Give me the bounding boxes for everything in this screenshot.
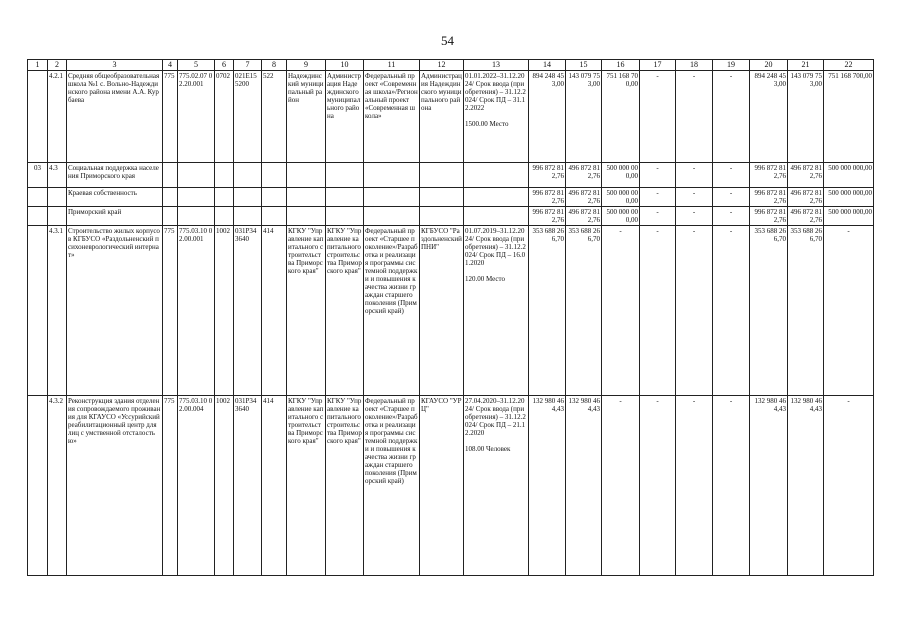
cell-location: КГКУ "Управление капитального строительства Приморского края" bbox=[287, 226, 326, 396]
column-header: 1 bbox=[28, 60, 48, 71]
column-header: 10 bbox=[326, 60, 364, 71]
cell-total-2024: 996 872 812,76 bbox=[750, 207, 788, 226]
capacity-text: 108.00 Человек bbox=[465, 445, 511, 453]
cell-target-article: 031Р34 3640 bbox=[234, 396, 262, 576]
cell-total-2024: 996 872 812,76 bbox=[750, 163, 788, 188]
column-header: 19 bbox=[713, 60, 750, 71]
cell-expense-type: 414 bbox=[262, 396, 287, 576]
cell-value: - bbox=[676, 396, 713, 576]
column-header: 2 bbox=[48, 60, 67, 71]
terms-text: 01.07.2019–31.12.2024/ Срок ввода (приобретения) – 31.12.2024/ Срок ПД – 16.01.2020 bbox=[465, 227, 526, 267]
cell-value: - bbox=[640, 71, 676, 163]
cell-federal-2024: - bbox=[824, 396, 874, 576]
column-header: 15 bbox=[566, 60, 602, 71]
capacity-text: 1500.00 Место bbox=[465, 120, 509, 128]
cell-item-number: 4.3.1 bbox=[48, 226, 67, 396]
table-row bbox=[28, 163, 874, 188]
cell-federal: 500 000 000,00 bbox=[602, 207, 640, 226]
column-header: 11 bbox=[364, 60, 420, 71]
cell-regional-2024: 143 079 753,00 bbox=[788, 71, 824, 163]
cell-section: 03 bbox=[28, 163, 48, 188]
cell-value: - bbox=[713, 71, 750, 163]
cell-program-code: 775.03.10 02.00.004 bbox=[178, 396, 215, 576]
cell-section bbox=[28, 71, 48, 163]
page-number: 54 bbox=[441, 33, 454, 48]
cell-section-code: 1002 bbox=[215, 396, 234, 576]
cell-total-2024: 132 980 464,43 bbox=[750, 396, 788, 576]
cell-value: - bbox=[713, 396, 750, 576]
cell-grbs: 775 bbox=[163, 71, 178, 163]
cell-customer: КГКУ "Управление капитального строительства Приморского края" bbox=[326, 396, 364, 576]
cell-federal-2024: 500 000 000,00 bbox=[824, 188, 874, 207]
cell-value: - bbox=[640, 226, 676, 396]
cell-target-article: 021Е15 5200 bbox=[234, 71, 262, 163]
column-header: 6 bbox=[215, 60, 234, 71]
cell-expense-type: 414 bbox=[262, 226, 287, 396]
cell-project: Федеральный проект «Старшее поколение»/Разработка и реализация программы системной поддержки и повышения качества жизни граждан старшего поколения (Приморский край) bbox=[364, 396, 420, 576]
cell-regional-2024: 132 980 464,43 bbox=[788, 396, 824, 576]
column-header: 20 bbox=[750, 60, 788, 71]
column-header: 4 bbox=[163, 60, 178, 71]
cell-value: - bbox=[676, 163, 713, 188]
cell-expense-type: 522 bbox=[262, 71, 287, 163]
cell-project: Федеральный проект «Современная школа»/Региональный проект «Современная школа» bbox=[364, 71, 420, 163]
column-header: 3 bbox=[67, 60, 163, 71]
cell-regional: 353 688 266,70 bbox=[566, 226, 602, 396]
cell-regional-2024: 496 872 812,76 bbox=[788, 207, 824, 226]
column-header: 9 bbox=[287, 60, 326, 71]
cell-object-name: Строительство жилых корпусов КГБУСО «Раздольненский психоневрологический интернат» bbox=[67, 226, 163, 396]
cell-recipient: КГБУСО "Раздольненский ПНИ" bbox=[420, 226, 464, 396]
cell-federal: 500 000 000,00 bbox=[602, 188, 640, 207]
cell-item-number: 4.3 bbox=[48, 163, 67, 188]
column-header: 5 bbox=[178, 60, 215, 71]
cell-value: - bbox=[640, 163, 676, 188]
cell-item-number: 4.2.1 bbox=[48, 71, 67, 163]
cell-total: 894 248 453,00 bbox=[529, 71, 566, 163]
cell-federal-2024: - bbox=[824, 226, 874, 396]
header-row bbox=[28, 60, 874, 71]
cell-value: - bbox=[640, 207, 676, 226]
cell-customer: Администрация Надеждинского муниципального района bbox=[326, 71, 364, 163]
table-row bbox=[28, 207, 874, 226]
cell-value: - bbox=[676, 207, 713, 226]
table-row bbox=[28, 226, 874, 396]
column-header: 7 bbox=[234, 60, 262, 71]
cell-recipient: Администрация Надеждинского муниципального района bbox=[420, 71, 464, 163]
cell-object-name: Социальная поддержка населения Приморского края bbox=[67, 163, 163, 188]
cell-federal-2024: 500 000 000,00 bbox=[824, 207, 874, 226]
cell-section-code: 1002 bbox=[215, 226, 234, 396]
cell-target-article: 031Р34 3640 bbox=[234, 226, 262, 396]
column-header: 13 bbox=[464, 60, 529, 71]
cell-location: Надеждинский муниципальный район bbox=[287, 71, 326, 163]
cell-total: 353 688 266,70 bbox=[529, 226, 566, 396]
cell-total: 996 872 812,76 bbox=[529, 207, 566, 226]
cell-value: - bbox=[713, 207, 750, 226]
budget-table bbox=[27, 59, 874, 576]
column-header: 18 bbox=[676, 60, 713, 71]
column-header: 21 bbox=[788, 60, 824, 71]
cell-federal: - bbox=[602, 226, 640, 396]
cell-program-code: 775.02.07 02.20.001 bbox=[178, 71, 215, 163]
cell-terms bbox=[464, 226, 529, 396]
table-row bbox=[28, 188, 874, 207]
column-header: 12 bbox=[420, 60, 464, 71]
cell-total-2024: 894 248 453,00 bbox=[750, 71, 788, 163]
cell-regional-2024: 496 872 812,76 bbox=[788, 163, 824, 188]
cell-total-2024: 996 872 812,76 bbox=[750, 188, 788, 207]
cell-recipient: КГАУСО "УРЦ" bbox=[420, 396, 464, 576]
cell-federal: 500 000 000,00 bbox=[602, 163, 640, 188]
cell-value: - bbox=[676, 71, 713, 163]
cell-federal-2024: 500 000 000,00 bbox=[824, 163, 874, 188]
cell-item-number: 4.3.2 bbox=[48, 396, 67, 576]
cell-value: - bbox=[640, 396, 676, 576]
cell-total: 996 872 812,76 bbox=[529, 188, 566, 207]
cell-total-2024: 353 688 266,70 bbox=[750, 226, 788, 396]
cell-value: - bbox=[713, 226, 750, 396]
cell-federal-2024: 751 168 700,00 bbox=[824, 71, 874, 163]
cell-total: 132 980 464,43 bbox=[529, 396, 566, 576]
cell-project: Федеральный проект «Старшее поколение»/Разработка и реализация программы системной поддержки и повышения качества жизни граждан старшего поколения (Приморский край) bbox=[364, 226, 420, 396]
cell-object-name: Краевая собственность bbox=[67, 188, 163, 207]
column-header: 14 bbox=[529, 60, 566, 71]
cell-value: - bbox=[640, 188, 676, 207]
cell-regional: 496 872 812,76 bbox=[566, 188, 602, 207]
cell-regional-2024: 353 688 266,70 bbox=[788, 226, 824, 396]
cell-terms bbox=[464, 396, 529, 576]
cell-value: - bbox=[676, 188, 713, 207]
cell-location: КГКУ "Управление капитального строительства Приморского края" bbox=[287, 396, 326, 576]
cell-regional: 143 079 753,00 bbox=[566, 71, 602, 163]
cell-total: 996 872 812,76 bbox=[529, 163, 566, 188]
cell-regional: 496 872 812,76 bbox=[566, 207, 602, 226]
cell-federal: - bbox=[602, 396, 640, 576]
cell-object-name: Реконструкция здания отделения сопровождаемого проживания для КГАУСО «Уссурийский реабилитационный центр для лиц с умственной отсталостью» bbox=[67, 396, 163, 576]
cell-regional-2024: 496 872 812,76 bbox=[788, 188, 824, 207]
cell-object-name: Средняя общеобразовательная школа №1 с. Вольно-Надеждинского района имени А.А. Курбаева bbox=[67, 71, 163, 163]
cell-regional: 496 872 812,76 bbox=[566, 163, 602, 188]
column-header: 17 bbox=[640, 60, 676, 71]
column-header: 16 bbox=[602, 60, 640, 71]
cell-program-code: 775.03.10 02.00.001 bbox=[178, 226, 215, 396]
capacity-text: 120.00 Место bbox=[465, 275, 505, 283]
table-row bbox=[28, 71, 874, 163]
cell-customer: КГКУ "Управление капитального строительства Приморского края" bbox=[326, 226, 364, 396]
table-row bbox=[28, 396, 874, 576]
terms-text: 01.01.2022–31.12.2024/ Срок ввода (приобретения) – 31.12.2024/ Срок ПД – 31.12.2022 bbox=[465, 72, 526, 112]
cell-regional: 132 980 464,43 bbox=[566, 396, 602, 576]
cell-grbs: 775 bbox=[163, 396, 178, 576]
column-header: 8 bbox=[262, 60, 287, 71]
cell-section-code: 0702 bbox=[215, 71, 234, 163]
cell-terms bbox=[464, 71, 529, 163]
cell-object-name: Приморский край bbox=[67, 207, 163, 226]
terms-text: 27.04.2020–31.12.2024/ Срок ввода (приобретения) – 31.12.2024/ Срок ПД – 21.12.2020 bbox=[465, 397, 526, 437]
cell-value: - bbox=[713, 163, 750, 188]
cell-federal: 751 168 700,00 bbox=[602, 71, 640, 163]
cell-value: - bbox=[713, 188, 750, 207]
cell-value: - bbox=[676, 226, 713, 396]
cell-grbs: 775 bbox=[163, 226, 178, 396]
column-header: 22 bbox=[824, 60, 874, 71]
